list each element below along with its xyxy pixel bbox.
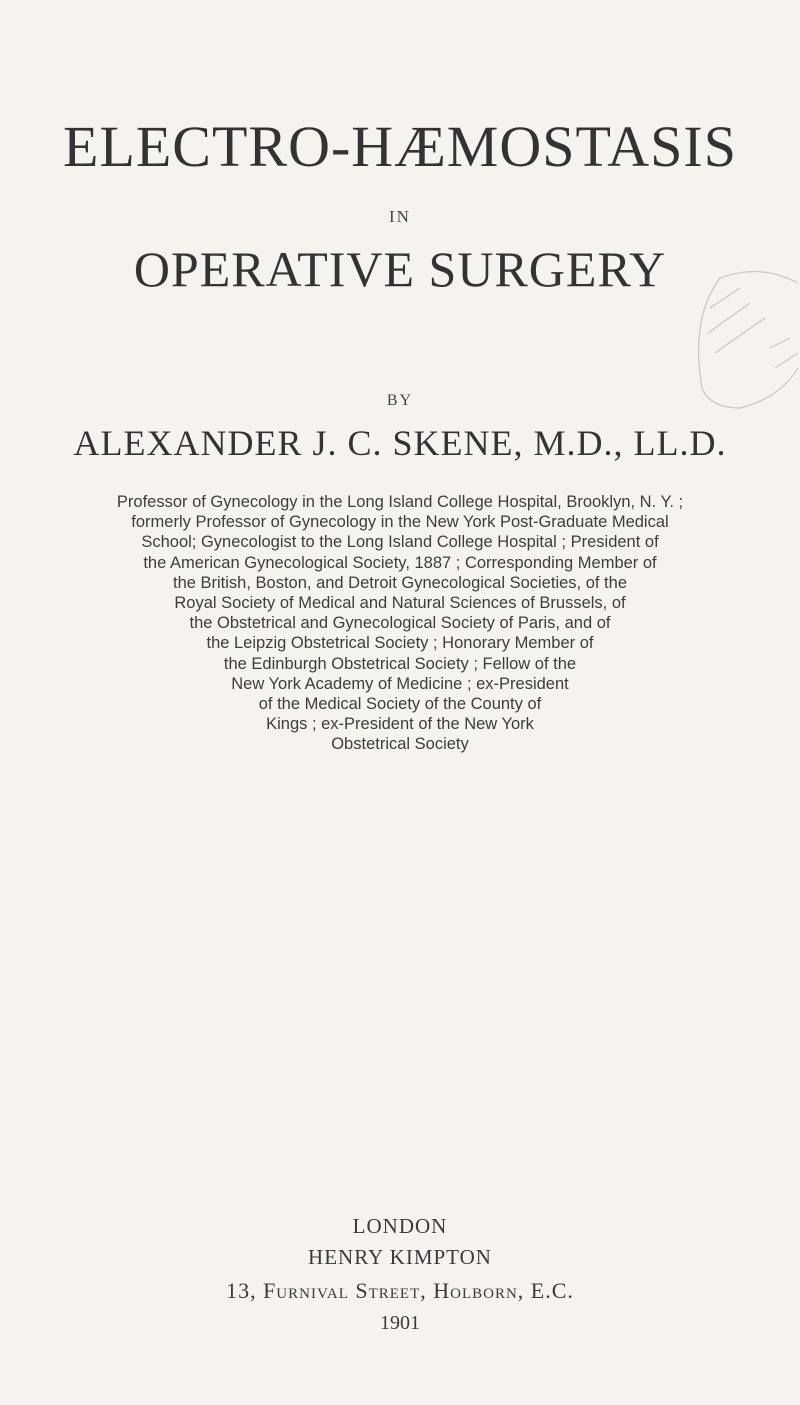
credentials-line: the American Gynecological Society, 1887 ; Corresponding Member of [143,553,657,572]
title-line-1: ELECTRO-HÆMOSTASIS [63,114,737,179]
credentials-line: the Edinburgh Obstetrical Society ; Fellow of the [223,654,577,673]
credentials-line: formerly Professor of Gynecology in the New York Post-Graduate Medical [131,513,669,532]
publication-year: 1901 [380,1312,420,1334]
credentials-line: the Leipzig Obstetrical Society ; Honorary Member of [206,634,594,653]
credentials-line: New York Academy of Medicine ; ex-President [231,674,569,693]
publisher-name: HENRY KIMPTON [308,1245,492,1269]
credentials-line: Obstetrical Society [331,735,469,754]
by-label: BY [386,392,414,409]
publisher-address: 13, Furnival Street, Holborn, E.C. [226,1278,574,1303]
publisher-city: LONDON [352,1214,448,1238]
author-name: ALEXANDER J. C. SKENE, M.D., LL.D. [73,423,727,463]
credentials-line: Royal Society of Medical and Natural Sciences of Brussels, of [174,594,626,613]
credentials-line: the British, Boston, and Detroit Gynecological Societies, of the [173,573,627,592]
credentials-line: of the Medical Society of the County of [258,695,542,714]
title-connector-in: IN [389,207,411,226]
credentials-line: School; Gynecologist to the Long Island College Hospital ; President of [141,533,659,552]
credentials-line: Professor of Gynecology in the Long Island College Hospital, Brooklyn, N. Y. ; [116,493,684,511]
credentials-line: the Obstetrical and Gynecological Society of Paris, and of [189,614,611,633]
credentials-line: Kings ; ex-President of the New York [266,715,534,734]
author-credentials [30,492,770,755]
title-line-2: OPERATIVE SURGERY [133,241,667,297]
